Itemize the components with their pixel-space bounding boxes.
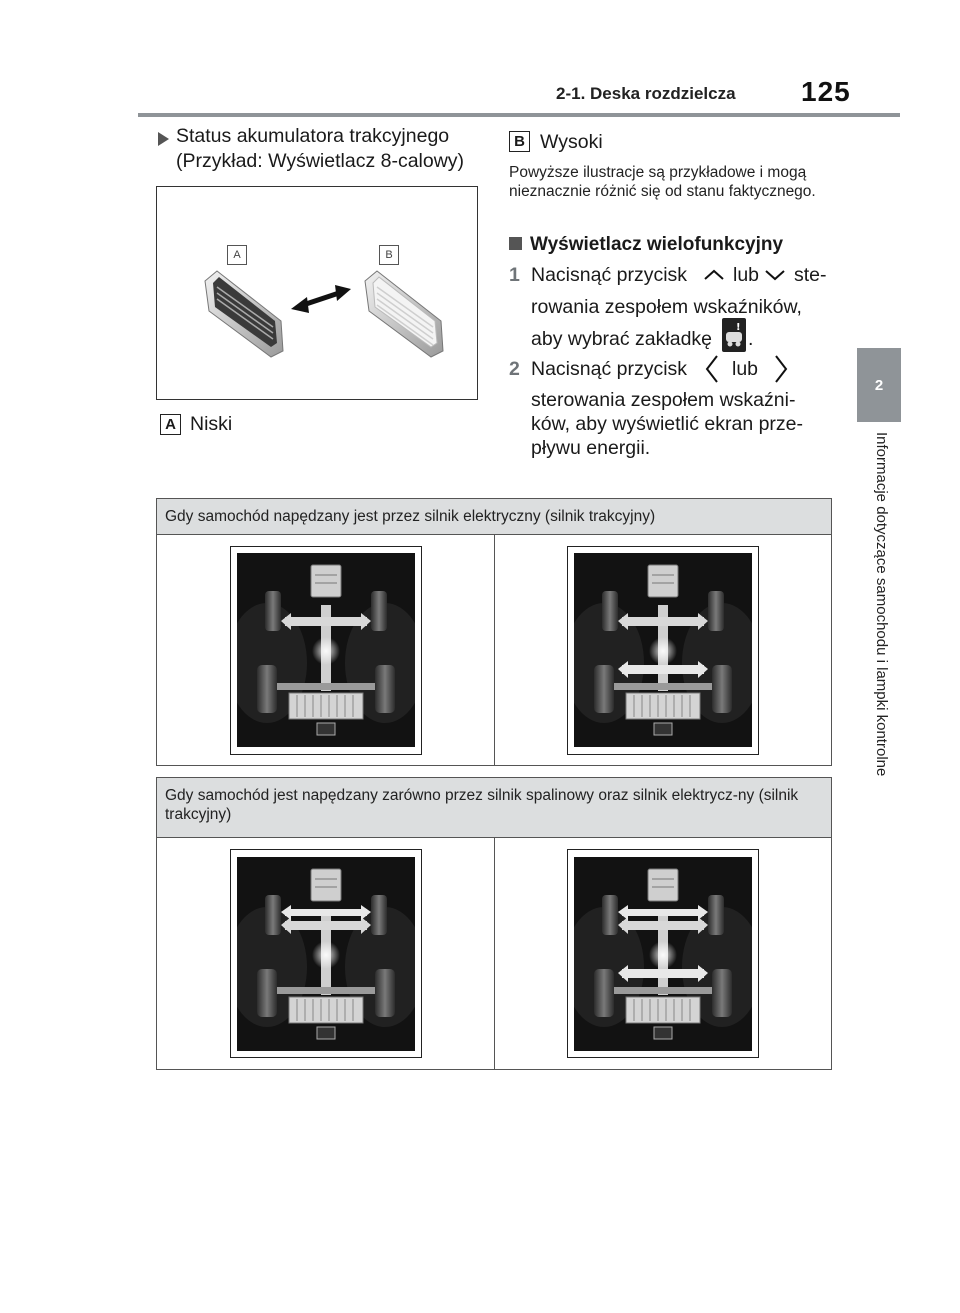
figure-label-a: A <box>227 245 247 265</box>
page-number: 125 <box>801 76 851 107</box>
double-arrow-icon <box>291 285 351 313</box>
svg-text:!: ! <box>736 322 741 333</box>
table-cell <box>157 838 494 1069</box>
mfd-heading: Wyświetlacz wielofunkcyjny <box>530 234 784 255</box>
chapter-number: 2 <box>874 376 884 394</box>
vehicle-info-tab-icon <box>722 318 746 352</box>
key-b-description: Wysoki <box>540 131 603 153</box>
chevron-left-icon <box>704 354 720 384</box>
step-2-text: Nacisnąć przycisk <box>531 358 688 380</box>
chevron-down-icon <box>764 268 786 282</box>
energy-flow-screen <box>230 546 422 755</box>
battery-level-illustration <box>157 187 479 401</box>
energy-flow-screen <box>230 849 422 1058</box>
table-cell <box>494 535 831 765</box>
chapter-tab <box>857 348 901 422</box>
step-2-line3: ków, aby wyświetlić ekran prze- <box>531 413 804 435</box>
energy-flow-table-electric <box>156 498 832 766</box>
step-2-number: 2 <box>509 358 520 380</box>
step-2-or: lub <box>732 358 759 380</box>
table-header: Gdy samochód napędzany jest przez silnik elektryczny (silnik trakcyjny) <box>157 499 831 535</box>
figure-label-b: B <box>379 245 399 265</box>
energy-flow-screen <box>567 546 759 755</box>
illustration-note: Powyższe ilustracje są przykładowe i mogą nieznacznie różnić się od stanu faktycznego. <box>509 164 816 200</box>
triangle-bullet-icon <box>158 132 169 146</box>
step-1-text: Nacisnąć przycisk <box>531 264 688 286</box>
table-cell <box>494 838 831 1069</box>
step-1-text-end: ste- <box>794 264 827 286</box>
chapter-title: Informacje dotyczące samochodu i lampki kontrolne <box>873 432 890 777</box>
chevron-up-icon <box>703 268 725 282</box>
step-1-number: 1 <box>509 264 520 286</box>
battery-status-figure <box>156 186 478 400</box>
table-header: Gdy samochód jest napędzany zarówno przez silnik spalinowy oraz silnik elektrycz-ny (silnik trakcyjny) <box>157 778 831 838</box>
energy-flow-table-hybrid <box>156 777 832 1070</box>
key-label-b: B <box>509 131 530 152</box>
step-1-period: . <box>748 328 754 350</box>
step-2-line2: sterowania zespołem wskaźni- <box>531 389 796 411</box>
step-1-or: lub <box>733 264 760 286</box>
key-label-a: A <box>160 414 181 435</box>
step-1-line2: rowania zespołem wskaźników, <box>531 296 802 318</box>
energy-flow-screen <box>567 849 759 1058</box>
key-a-description: Niski <box>190 413 233 435</box>
header-rule <box>138 113 900 117</box>
step-1-line3: aby wybrać zakładkę <box>531 328 713 350</box>
chevron-right-icon <box>773 354 789 384</box>
step-2-line4: pływu energii. <box>531 437 651 459</box>
square-bullet-icon <box>509 237 522 250</box>
section-title: 2-1. Deska rozdzielcza <box>556 84 736 103</box>
status-heading-line2: (Przykład: Wyświetlacz 8-calowy) <box>176 150 465 172</box>
table-cell <box>157 535 494 765</box>
status-heading-line1: Status akumulatora trakcyjnego <box>176 125 450 147</box>
